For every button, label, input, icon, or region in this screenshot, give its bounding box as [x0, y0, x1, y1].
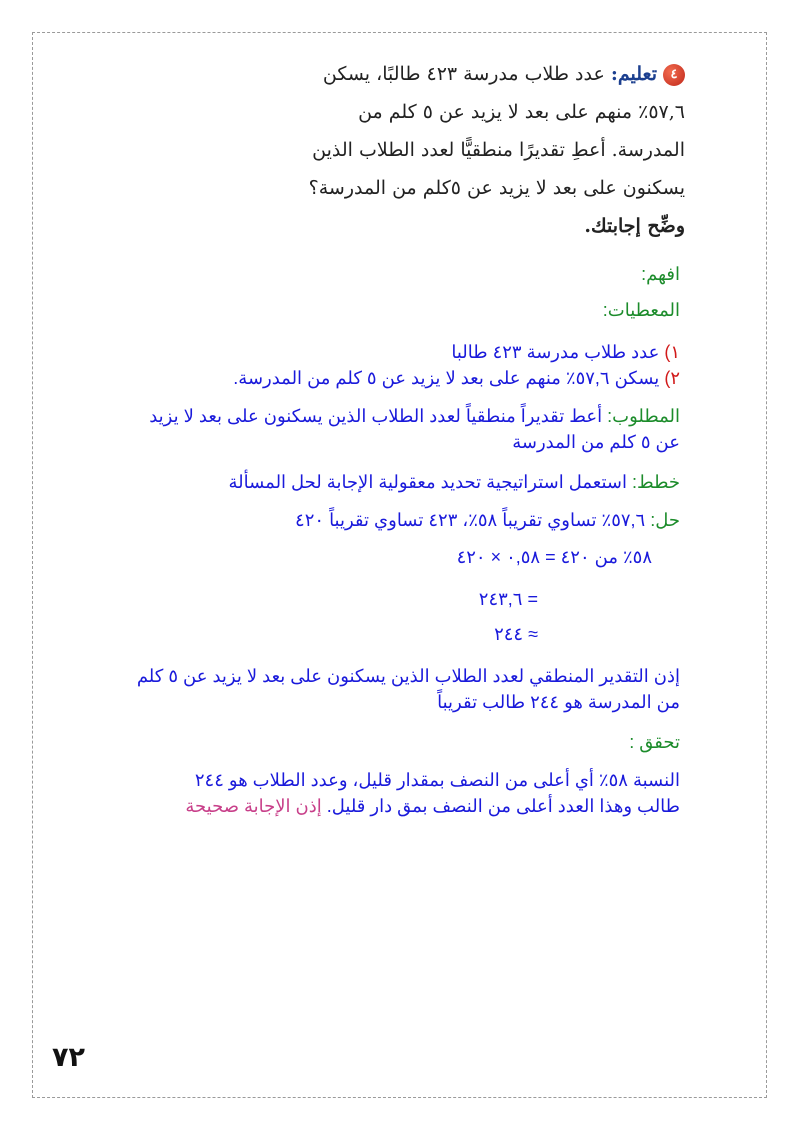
check-line-1: النسبة ٥٨٪ أي أعلى من النصف بمقدار قليل، وعدد الطلاب هو ٢٤٤ — [194, 770, 680, 790]
problem-line-3: المدرسة. أعطِ تقديرًا منطقيًّا لعدد الطلاب الذين — [312, 139, 685, 161]
check-text-2: طالب وهذا العدد أعلى من النصف بمق دار قليل. — [326, 796, 680, 816]
check-line-2 — [120, 794, 680, 818]
solve-label: حل: — [650, 510, 680, 530]
required-line-2: عن ٥ كلم من المدرسة — [512, 432, 680, 452]
given-number-2: ٢) — [664, 368, 680, 388]
conclusion-line-2: من المدرسة هو ٢٤٤ طالب تقريباً — [437, 692, 680, 712]
problem-keyword: تعليم: — [610, 63, 657, 85]
required-text-1: أعط تقديراً منطقياً لعدد الطلاب الذين يسكنون على بعد لا يزيد — [149, 406, 603, 426]
problem-line-1 — [270, 55, 685, 93]
equation-line-3: ≈ ٢٤٤ — [494, 624, 538, 644]
equation-line-1: ٥٨٪ من ٤٢٠ = ٠,٥٨ × ٤٢٠ — [456, 547, 652, 567]
given-item-1 — [120, 340, 680, 364]
check-label: تحقق : — [629, 732, 680, 752]
required-label: المطلوب: — [607, 406, 680, 426]
givens-label: المعطيات: — [602, 300, 680, 320]
problem-number-badge: ٤ — [663, 64, 685, 86]
given-text-2: يسكن ٥٧,٦٪ منهم على بعد لا يزيد عن ٥ كلم من المدرسة. — [233, 368, 660, 388]
page-number: ٧٢ — [52, 1042, 85, 1073]
problem-line-5: وضِّح إجابتك. — [584, 215, 685, 237]
check-final: إذن الإجابة صحيحة — [185, 796, 322, 816]
problem-line-4: يسكنون على بعد لا يزيد عن ٥كلم من المدرسة؟ — [308, 177, 685, 199]
solve-text: ٥٧,٦٪ تساوي تقريباً ٥٨٪، ٤٢٣ تساوي تقريباً ٤٢٠ — [295, 510, 646, 530]
understand-label: افهم: — [641, 264, 680, 284]
equation-line-2: = ٢٤٣,٦ — [478, 589, 538, 609]
problem-line-2: ٥٧,٦٪ منهم على بعد لا يزيد عن ٥ كلم من — [358, 101, 685, 123]
conclusion-line-1: إذن التقدير المنطقي لعدد الطلاب الذين يسكنون على بعد لا يزيد عن ٥ كلم — [136, 666, 680, 686]
solve-line — [120, 508, 680, 532]
given-item-2 — [120, 366, 680, 390]
plan-label: خطط: — [632, 472, 680, 492]
given-number-1: ١) — [664, 342, 680, 362]
problem-text-1: عدد طلاب مدرسة ٤٢٣ طالبًا، يسكن — [322, 63, 605, 85]
plan-text: استعمل استراتيجية تحديد معقولية الإجابة لحل المسألة — [228, 472, 627, 492]
required-line-1 — [120, 404, 680, 428]
given-text-1: عدد طلاب مدرسة ٤٢٣ طالبا — [451, 342, 660, 362]
problem-statement — [270, 55, 685, 245]
plan-line — [120, 470, 680, 494]
